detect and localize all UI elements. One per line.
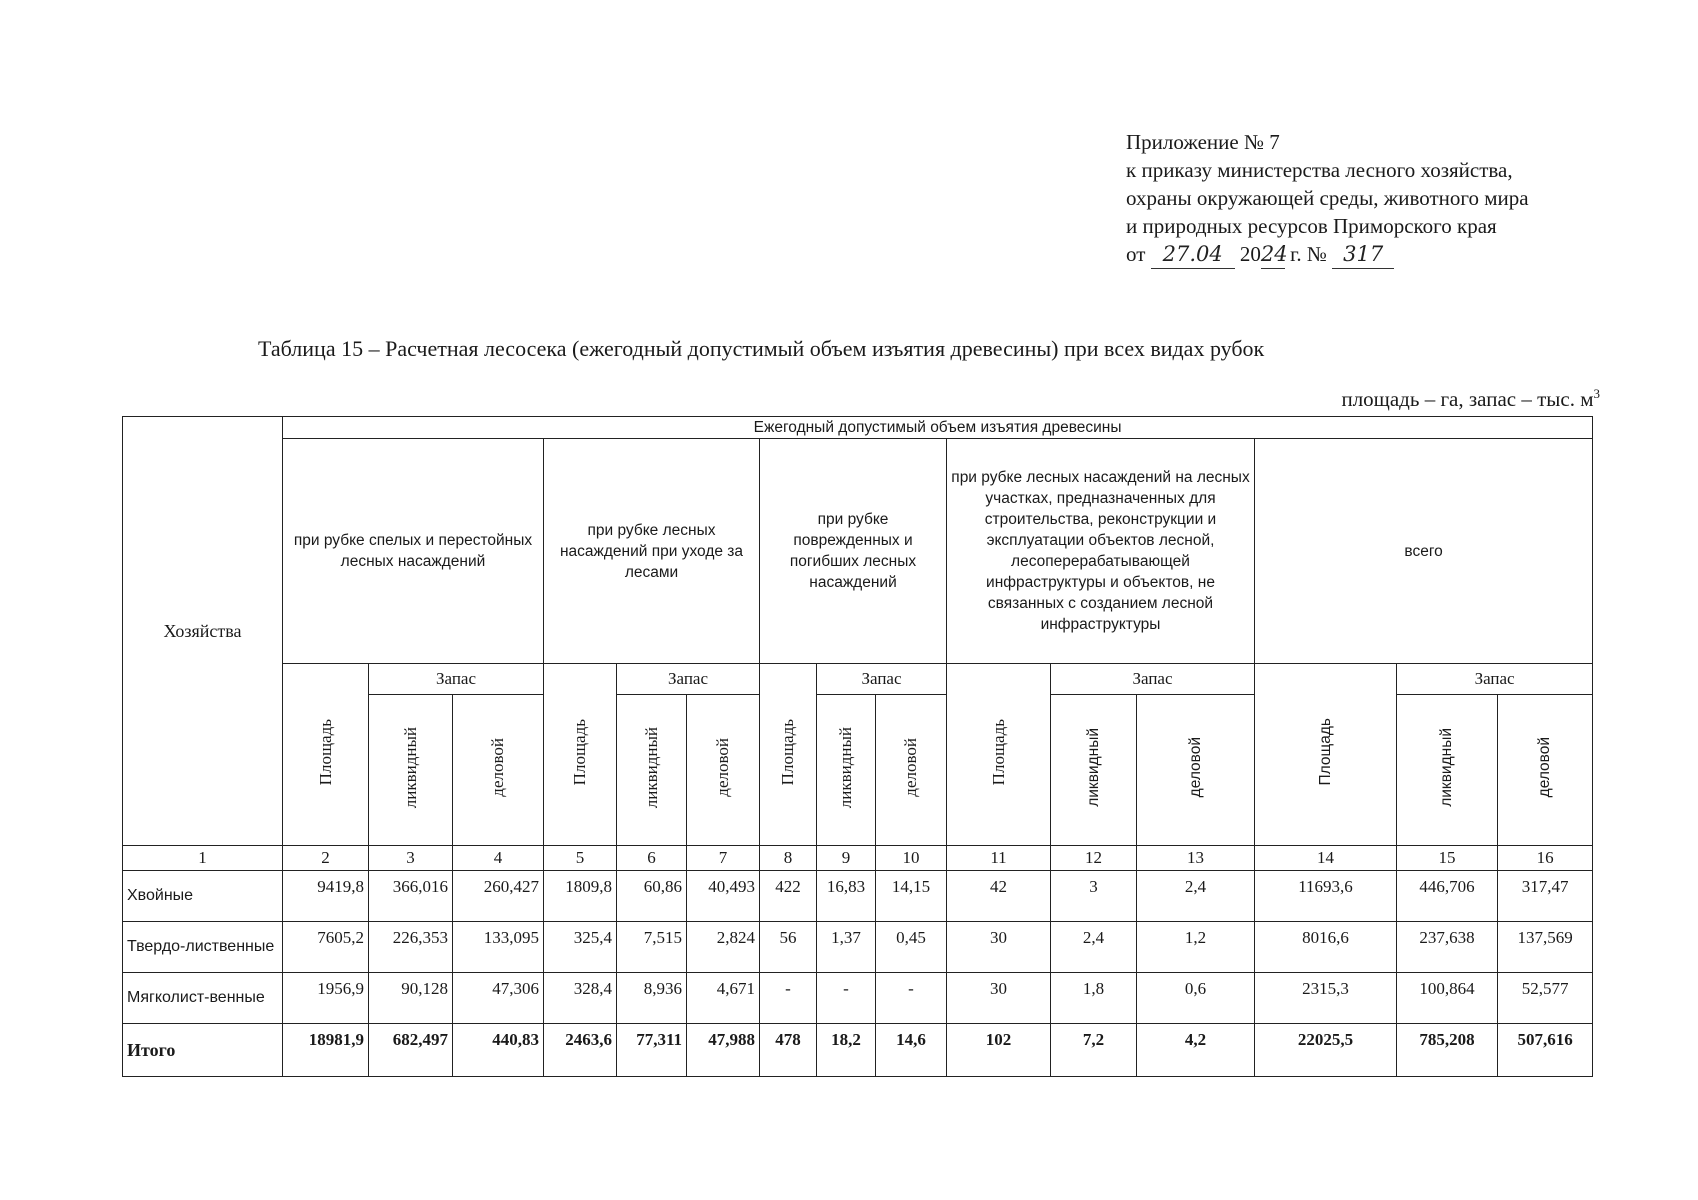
table-cell: 366,016 <box>369 871 453 922</box>
allowable-cut-table <box>122 416 1593 1077</box>
table-cell: 30 <box>947 922 1051 973</box>
header-business-5: деловой <box>1498 695 1593 846</box>
table-cell: 16,83 <box>817 871 876 922</box>
header-liquid-5: ликвидный <box>1397 695 1498 846</box>
table-cell: 325,4 <box>544 922 617 973</box>
table-cell: 100,864 <box>1397 973 1498 1024</box>
header-liquid-3: ликвидный <box>817 695 876 846</box>
table-cell: 328,4 <box>544 973 617 1024</box>
units-note <box>1341 386 1600 412</box>
table-cell: 0,45 <box>876 922 947 973</box>
group-damaged-cutting: при рубке поврежденных и погибших лесных насаждений <box>760 439 947 664</box>
table-cell: 90,128 <box>369 973 453 1024</box>
date-prefix: от <box>1126 242 1146 266</box>
group-total: всего <box>1255 439 1593 664</box>
table-cell: 2315,3 <box>1255 973 1397 1024</box>
header-area-4: Площадь <box>947 664 1051 846</box>
appendix-line-4: и природных ресурсов Приморского края <box>1126 214 1497 238</box>
header-business-2: деловой <box>687 695 760 846</box>
header-liquid-4: ликвидный <box>1051 695 1137 846</box>
header-area-1: Площадь <box>283 664 369 846</box>
table-cell: 4,671 <box>687 973 760 1024</box>
table-cell: 226,353 <box>369 922 453 973</box>
column-number: 11 <box>947 846 1051 871</box>
table-cell: 7605,2 <box>283 922 369 973</box>
table-cell: 478 <box>760 1024 817 1077</box>
table-cell: 47,988 <box>687 1024 760 1077</box>
row-label-softwood-deciduous: Мягколист-венные <box>123 973 283 1024</box>
table-cell: 102 <box>947 1024 1051 1077</box>
table-cell: 30 <box>947 973 1051 1024</box>
column-number: 3 <box>369 846 453 871</box>
table-cell: 2463,6 <box>544 1024 617 1077</box>
table-cell: 8016,6 <box>1255 922 1397 973</box>
table-cell: 9419,8 <box>283 871 369 922</box>
table-cell: 8,936 <box>617 973 687 1024</box>
table-row-total <box>123 1024 1593 1077</box>
header-area-2: Площадь <box>544 664 617 846</box>
column-numbers-row <box>123 846 1593 871</box>
header-stock-2: Запас <box>617 664 760 695</box>
table-cell: 1956,9 <box>283 973 369 1024</box>
header-business-3: деловой <box>876 695 947 846</box>
table-row <box>123 922 1593 973</box>
table-cell: 18981,9 <box>283 1024 369 1077</box>
table-cell: 446,706 <box>1397 871 1498 922</box>
table-cell: 1,8 <box>1051 973 1137 1024</box>
table-cell: 56 <box>760 922 817 973</box>
units-superscript: 3 <box>1593 386 1600 401</box>
column-number: 13 <box>1137 846 1255 871</box>
header-stock-4: Запас <box>1051 664 1255 695</box>
handwritten-year: 24 <box>1261 240 1285 269</box>
table-cell: - <box>760 973 817 1024</box>
column-number: 1 <box>123 846 283 871</box>
row-label-hardwood: Твердо-лиственные <box>123 922 283 973</box>
header-business-4: деловой <box>1137 695 1255 846</box>
table-cell: 137,569 <box>1498 922 1593 973</box>
table-row <box>123 871 1593 922</box>
header-stock-3: Запас <box>817 664 947 695</box>
appendix-line-2: к приказу министерства лесного хозяйства, <box>1126 158 1513 182</box>
header-liquid-2: ликвидный <box>617 695 687 846</box>
year-prefix: 20 <box>1239 242 1261 266</box>
column-number: 5 <box>544 846 617 871</box>
column-number: 7 <box>687 846 760 871</box>
table-cell: 14,15 <box>876 871 947 922</box>
table-cell: 7,515 <box>617 922 687 973</box>
table-cell: 0,6 <box>1137 973 1255 1024</box>
table-cell: 4,2 <box>1137 1024 1255 1077</box>
column-number: 15 <box>1397 846 1498 871</box>
appendix-header <box>1126 128 1529 269</box>
table-cell: 22025,5 <box>1255 1024 1397 1077</box>
table-cell: 47,306 <box>453 973 544 1024</box>
header-business-1: деловой <box>453 695 544 846</box>
appendix-line-3: охраны окружающей среды, животного мира <box>1126 186 1529 210</box>
column-number: 8 <box>760 846 817 871</box>
table-caption: Таблица 15 – Расчетная лесосека (ежегодный допустимый объем изъятия древесины) при всех видах рубок <box>258 336 1265 361</box>
column-number: 12 <box>1051 846 1137 871</box>
column-number: 14 <box>1255 846 1397 871</box>
table-cell: 133,095 <box>453 922 544 973</box>
group-care-cutting: при рубке лесных насаждений при уходе за лесами <box>544 439 760 664</box>
units-text: площадь – га, запас – тыс. м <box>1341 387 1594 411</box>
table-cell: - <box>817 973 876 1024</box>
table-cell: - <box>876 973 947 1024</box>
table-cell: 1,37 <box>817 922 876 973</box>
table-cell: 7,2 <box>1051 1024 1137 1077</box>
column-number: 6 <box>617 846 687 871</box>
header-liquid-1: ликвидный <box>369 695 453 846</box>
column-number: 9 <box>817 846 876 871</box>
row-label-coniferous: Хвойные <box>123 871 283 922</box>
table-cell: 1809,8 <box>544 871 617 922</box>
table-cell: 507,616 <box>1498 1024 1593 1077</box>
table-cell: 60,86 <box>617 871 687 922</box>
table-cell: 440,83 <box>453 1024 544 1077</box>
header-stock-1: Запас <box>369 664 544 695</box>
header-area-5: Площадь <box>1255 664 1397 846</box>
table-cell: 77,311 <box>617 1024 687 1077</box>
table-cell: 1,2 <box>1137 922 1255 973</box>
column-number: 2 <box>283 846 369 871</box>
table-cell: 422 <box>760 871 817 922</box>
table-cell: 42 <box>947 871 1051 922</box>
table-cell: 18,2 <box>817 1024 876 1077</box>
table-cell: 260,427 <box>453 871 544 922</box>
row-label-total: Итого <box>123 1024 283 1077</box>
header-row-top <box>123 417 1593 439</box>
header-area-3: Площадь <box>760 664 817 846</box>
table-cell: 2,4 <box>1051 922 1137 973</box>
handwritten-order-number: 317 <box>1332 240 1394 269</box>
table-cell: 52,577 <box>1498 973 1593 1024</box>
table-cell: 11693,6 <box>1255 871 1397 922</box>
column-number: 4 <box>453 846 544 871</box>
header-row-groups <box>123 439 1593 664</box>
table-cell: 40,493 <box>687 871 760 922</box>
table-cell: 2,824 <box>687 922 760 973</box>
header-stock-5: Запас <box>1397 664 1593 695</box>
group-infrastructure-cutting: при рубке лесных насаждений на лесных участках, предназначенных для строительства, реконструкции и эксплуатации объектов лесной, лесоперерабатывающей инфраструктуры и объектов, не связанных с созданием лесной инфраструктуры <box>947 439 1255 664</box>
header-annual-volume: Ежегодный допустимый объем изъятия древесины <box>283 417 1593 439</box>
table-cell: 785,208 <box>1397 1024 1498 1077</box>
number-prefix: г. № <box>1290 242 1327 266</box>
appendix-date-line <box>1126 240 1529 269</box>
table-cell: 237,638 <box>1397 922 1498 973</box>
table-cell: 3 <box>1051 871 1137 922</box>
table-cell: 14,6 <box>876 1024 947 1077</box>
column-number: 10 <box>876 846 947 871</box>
table-cell: 682,497 <box>369 1024 453 1077</box>
header-row-stock <box>123 664 1593 695</box>
group-mature-cutting: при рубке спелых и перестойных лесных насаждений <box>283 439 544 664</box>
table-row <box>123 973 1593 1024</box>
handwritten-date: 27.04 <box>1151 240 1235 269</box>
table-cell: 2,4 <box>1137 871 1255 922</box>
appendix-line-1: Приложение № 7 <box>1126 130 1280 154</box>
header-farms: Хозяйства <box>123 417 283 846</box>
column-number: 16 <box>1498 846 1593 871</box>
table-cell: 317,47 <box>1498 871 1593 922</box>
